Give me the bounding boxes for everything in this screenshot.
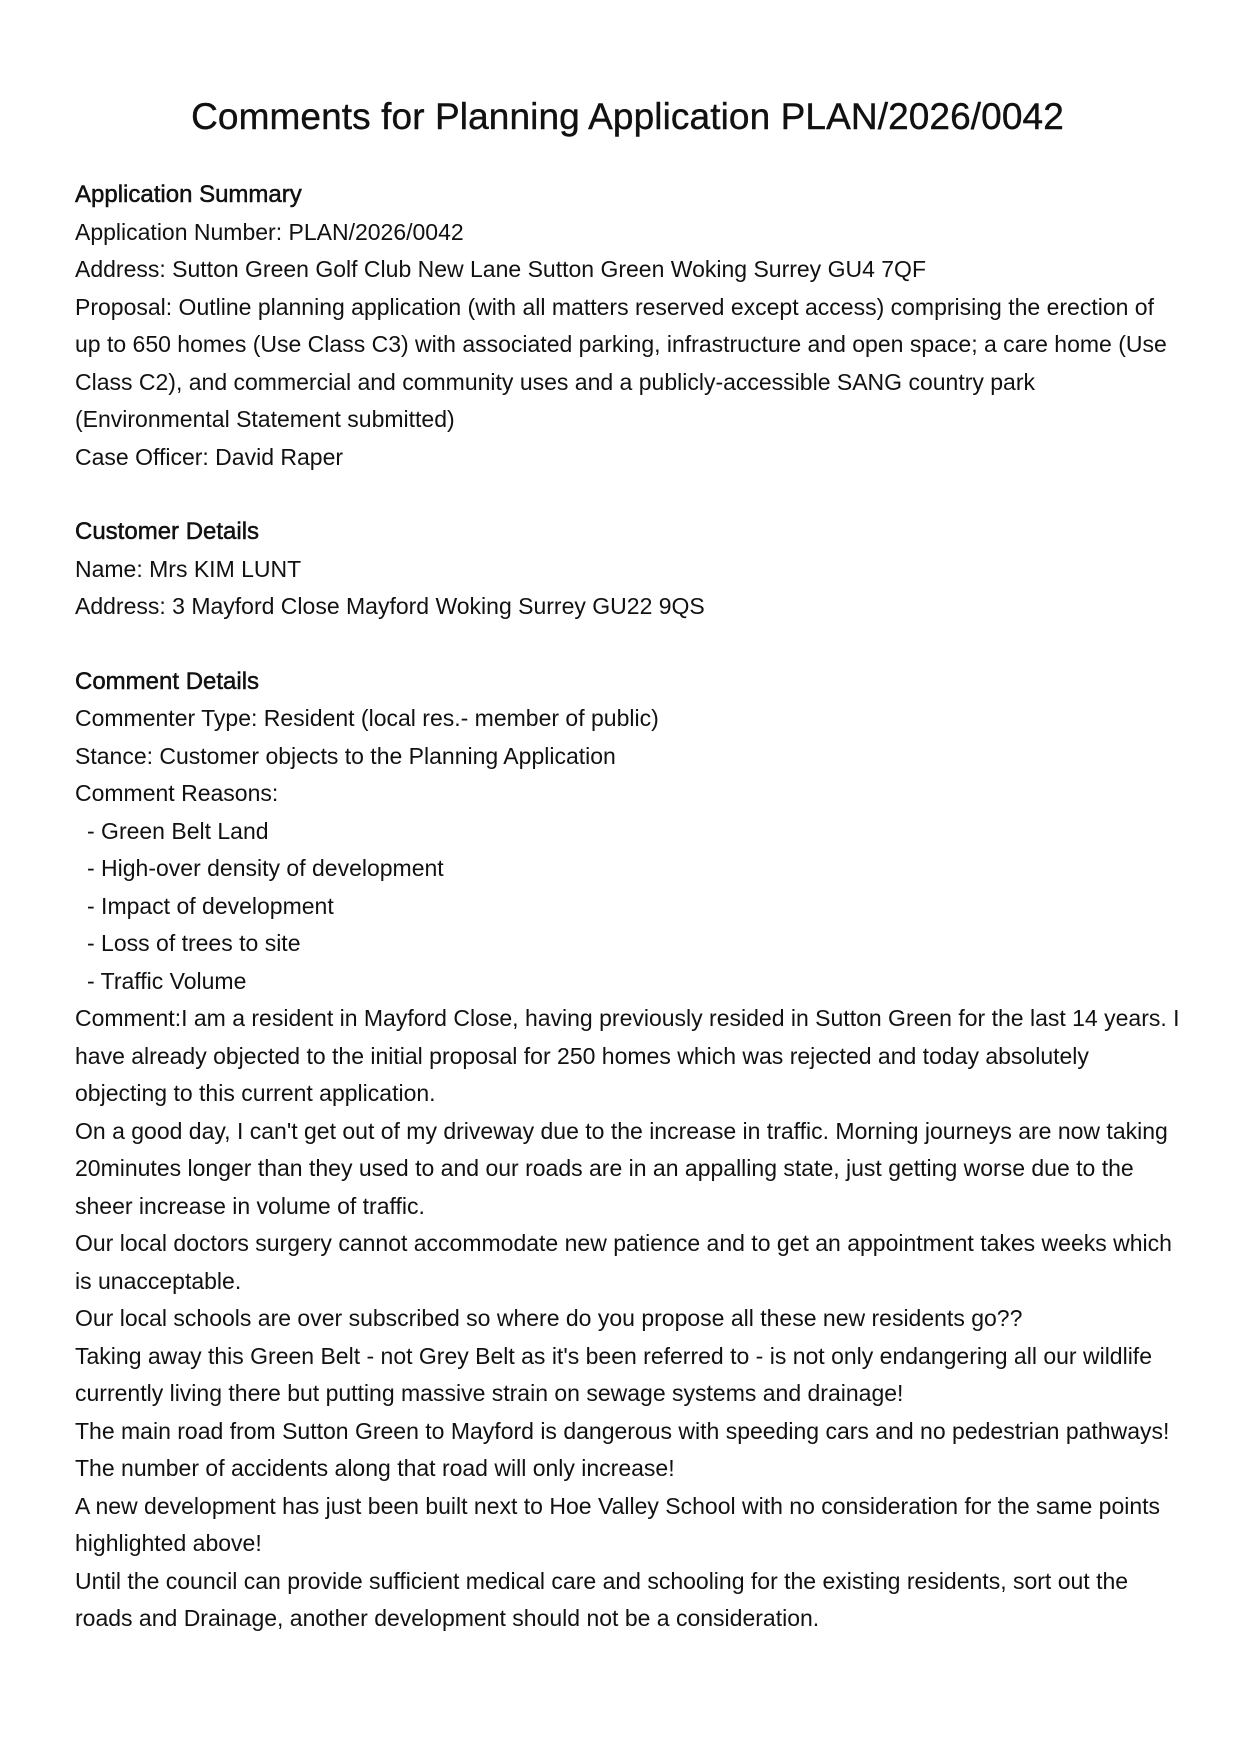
application-number: Application Number: PLAN/2026/0042	[75, 218, 464, 245]
comment-reason: - High-over density of development	[87, 855, 444, 881]
comment-paragraph: Comment:I am a resident in Mayford Close, having previously resided in Sutton Green for the last 14 years. I have already objected to the initial proposal for 250 homes which was rejected and today absolutely objecting to this current application.	[75, 1005, 1180, 1106]
comment-paragraph: Taking away this Green Belt - not Grey Belt as it's been referred to - is not only endangering all our wildlife currently living there but putting massive strain on sewage systems and drainage!	[75, 1342, 1152, 1406]
application-summary-section	[75, 176, 1180, 476]
application-proposal: Proposal: Outline planning application (with all matters reserved except access) comprising the erection of up to 650 homes (Use Class C3) with associated parking, infrastructure and open space; a care home (Use Class C2), and commercial and community uses and a publicly-accessible SANG country park (Environmental Statement submitted)	[75, 293, 1167, 432]
comment-details-section	[75, 663, 1180, 1638]
comment-reason: - Loss of trees to site	[87, 930, 301, 956]
application-summary-heading: Application Summary	[75, 181, 302, 208]
document-title: Comments for Planning Application PLAN/2026/0042	[191, 96, 1064, 137]
comment-reason: - Traffic Volume	[87, 967, 247, 994]
customer-details-section	[75, 513, 1180, 626]
stance: Stance: Customer objects to the Planning Application	[75, 742, 616, 769]
case-officer: Case Officer: David Raper	[75, 443, 344, 470]
comment-paragraph: The main road from Sutton Green to Mayford is dangerous with speeding cars and no pedestrian pathways! The number of accidents along that road will only increase!	[75, 1417, 1170, 1481]
comment-reason: - Impact of development	[87, 892, 334, 919]
comment-reasons-list	[75, 813, 1180, 1001]
comment-body	[75, 1000, 1180, 1638]
comment-reasons-label: Comment Reasons:	[75, 780, 279, 806]
comment-paragraph: On a good day, I can't get out of my driveway due to the increase in traffic. Morning journeys are now taking 20minutes longer than they used to and our roads are in an appalling state, just getting worse due to the sheer increase in volume of traffic.	[75, 1117, 1168, 1219]
comment-paragraph: Our local schools are over subscribed so where do you propose all these new residents go??	[75, 1305, 1023, 1331]
customer-details-heading: Customer Details	[75, 518, 260, 545]
comment-reason: - Green Belt Land	[87, 817, 269, 844]
comment-paragraph: A new development has just been built next to Hoe Valley School with no consideration for the same points highlighted above!	[75, 1492, 1161, 1556]
application-address: Address: Sutton Green Golf Club New Lane Sutton Green Woking Surrey GU4 7QF	[75, 256, 926, 282]
customer-address: Address: 3 Mayford Close Mayford Woking Surrey GU22 9QS	[75, 593, 705, 619]
commenter-type: Commenter Type: Resident (local res.- member of public)	[75, 705, 659, 731]
comment-paragraph: Until the council can provide sufficient medical care and schooling for the existing residents, sort out the roads and Drainage, another development should not be a consideration.	[75, 1567, 1129, 1631]
customer-name: Name: Mrs KIM LUNT	[75, 555, 302, 582]
comment-details-heading: Comment Details	[75, 667, 260, 695]
comment-paragraph: Our local doctors surgery cannot accommodate new patience and to get an appointment takes weeks which is unacceptable.	[75, 1230, 1172, 1294]
